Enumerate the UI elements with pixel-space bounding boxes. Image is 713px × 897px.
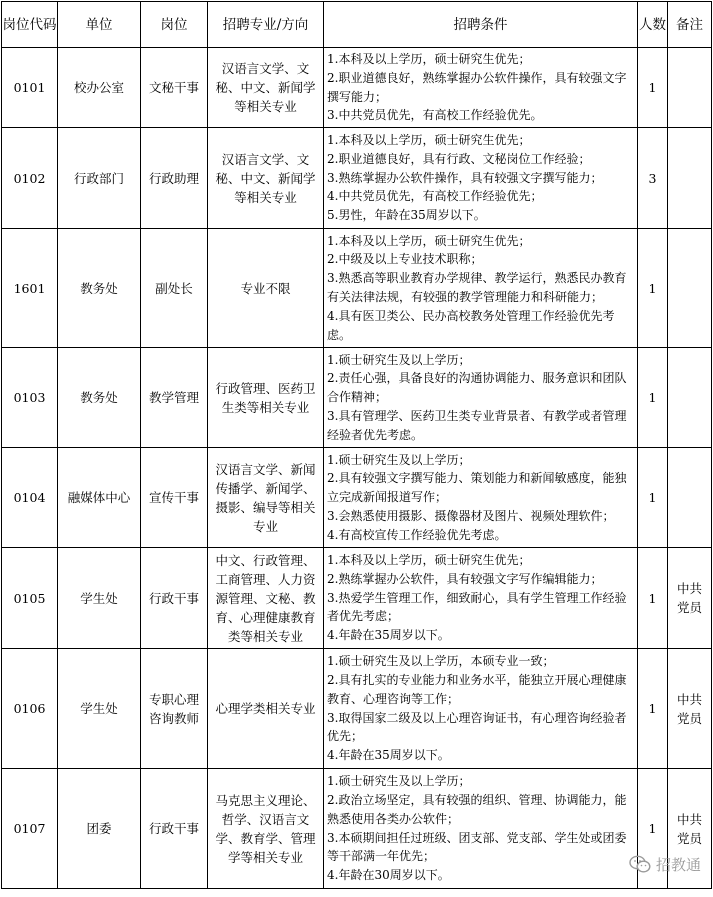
cell-conditions	[324, 48, 638, 128]
header-post: 岗位	[141, 2, 208, 48]
cell-count: 1	[638, 48, 668, 128]
header-code: 岗位代码	[2, 2, 58, 48]
condition-line: 3.熟悉高等职业教育办学规律、教学运行，熟悉民办教育有关法律法规，有较强的教学管理能力和科研能力；	[327, 271, 627, 304]
cell-post: 宣传干事	[141, 448, 208, 548]
cell-note	[668, 448, 712, 548]
cell-conditions	[324, 769, 638, 889]
condition-line: 2.政治立场坚定，具有较强的组织、管理、协调能力，能熟悉使用各类办公软件；	[327, 792, 627, 826]
cell-major: 汉语言文学、新闻传播学、新闻学、摄影、编导等相关专业	[208, 448, 324, 548]
cell-conditions	[324, 128, 638, 229]
cell-post: 副处长	[141, 229, 208, 348]
cell-count: 1	[638, 548, 668, 649]
condition-line: 1.本科及以上学历，硕士研究生优先；	[327, 233, 531, 248]
condition-line: 5.男性，年龄在35周岁以下。	[327, 208, 486, 223]
condition-line: 3.会熟悉使用摄影、摄像器材及图片、视频处理软件；	[327, 508, 615, 523]
cell-note	[668, 229, 712, 348]
table-row	[2, 448, 712, 548]
cell-code: 0104	[2, 448, 58, 548]
table-row	[2, 769, 712, 889]
cell-count: 1	[638, 348, 668, 448]
cell-major: 行政管理、医药卫生类等相关专业	[208, 348, 324, 448]
cell-unit: 团委	[58, 769, 141, 889]
cell-count: 3	[638, 128, 668, 229]
cell-unit: 学生处	[58, 548, 141, 649]
cell-conditions	[324, 448, 638, 548]
cell-post: 行政助理	[141, 128, 208, 229]
condition-line: 2.具有较强文字撰写能力、策划能力和新闻敏感度，能独立完成新闻报道写作；	[327, 471, 627, 505]
cell-unit: 教务处	[58, 229, 141, 348]
cell-unit: 行政部门	[58, 128, 141, 229]
cell-major: 汉语言文学、文秘、中文、新闻学等相关专业	[208, 48, 324, 128]
condition-line: 4.有高校宣传工作经验优先考虑。	[327, 527, 507, 542]
condition-line: 3.热爱学生管理工作，细致耐心，具有学生管理工作经验者优先考虑；	[327, 590, 627, 624]
condition-line: 2.中级及以上专业技术职称；	[327, 252, 483, 267]
cell-post: 行政干事	[141, 548, 208, 649]
watermark-text: 招教通	[655, 856, 701, 874]
condition-line: 3.熟练掌握办公软件操作，具有较强文字撰写能力；	[327, 170, 603, 185]
cell-post: 教学管理	[141, 348, 208, 448]
cell-code: 0103	[2, 348, 58, 448]
condition-line: 4.中共党员优先，有高校工作经验优先；	[327, 189, 543, 204]
cell-note: 中共党员	[668, 649, 712, 769]
cell-count: 1	[638, 769, 668, 889]
cell-code: 0101	[2, 48, 58, 128]
cell-note	[668, 348, 712, 448]
header-note: 备注	[668, 2, 712, 48]
table-row	[2, 229, 712, 348]
cell-note	[668, 48, 712, 128]
cell-code: 0106	[2, 649, 58, 769]
header-row	[2, 2, 712, 48]
cell-conditions	[324, 229, 638, 348]
condition-line: 1.硕士研究生及以上学历；	[327, 352, 471, 367]
cell-code: 0105	[2, 548, 58, 649]
recruitment-table	[1, 1, 712, 889]
cell-unit: 教务处	[58, 348, 141, 448]
condition-line: 3.本硕期间担任过班级、团支部、党支部、学生处或团委等干部满一年优先；	[327, 830, 627, 864]
condition-line: 2.熟练掌握办公软件，具有较强文字写作编辑能力；	[327, 571, 603, 586]
cell-unit: 融媒体中心	[58, 448, 141, 548]
cell-post: 行政干事	[141, 769, 208, 889]
table-row	[2, 348, 712, 448]
table-row	[2, 649, 712, 769]
table-row	[2, 128, 712, 229]
condition-line: 4.年龄在30周岁以下。	[327, 868, 450, 883]
table-row	[2, 48, 712, 128]
table-row	[2, 548, 712, 649]
condition-line: 2.责任心强，具备良好的沟通协调能力、服务意识和团队合作精神；	[327, 371, 627, 405]
cell-unit: 学生处	[58, 649, 141, 769]
wechat-icon	[629, 855, 651, 874]
condition-line: 3.取得国家二级及以上心理咨询证书，有心理咨询经验者优先；	[327, 710, 627, 744]
cell-post: 文秘干事	[141, 48, 208, 128]
header-unit: 单位	[58, 2, 141, 48]
cell-major: 专业不限	[208, 229, 324, 348]
cell-unit: 校办公室	[58, 48, 141, 128]
condition-line: 1.硕士研究生及以上学历，本硕专业一致；	[327, 654, 555, 669]
cell-note	[668, 128, 712, 229]
condition-line: 1.硕士研究生及以上学历；	[327, 774, 471, 789]
cell-note: 中共党员	[668, 769, 712, 889]
cell-note: 中共党员	[668, 548, 712, 649]
header-count: 人数	[638, 2, 668, 48]
cell-major: 汉语言文学、文秘、中文、新闻学等相关专业	[208, 128, 324, 229]
cell-count: 1	[638, 229, 668, 348]
cell-post: 专职心理咨询教师	[141, 649, 208, 769]
condition-line: 1.本科及以上学历，硕士研究生优先；	[327, 133, 531, 147]
cell-conditions	[324, 649, 638, 769]
cell-conditions	[324, 348, 638, 448]
cell-count: 1	[638, 448, 668, 548]
cell-major: 中文、行政管理、工商管理、人力资源管理、文秘、教育、心理健康教育类等相关专业	[208, 548, 324, 649]
header-major: 招聘专业/方向	[208, 2, 324, 48]
condition-line: 3.中共党员优先，有高校工作经验优先。	[327, 108, 543, 123]
condition-line: 4.年龄在35周岁以下。	[327, 748, 450, 763]
cell-code: 1601	[2, 229, 58, 348]
condition-line: 2.职业道德良好，具有行政、文秘岗位工作经验；	[327, 151, 591, 166]
cell-code: 0102	[2, 128, 58, 229]
condition-line: 3.具有管理学、医药卫生类专业背景者、有教学或者管理经验者优先考虑。	[327, 408, 627, 442]
condition-line: 4.具有医卫类公、民办高校教务处管理工作经验优先考虑。	[327, 308, 615, 342]
condition-line: 4.年龄在35周岁以下。	[327, 628, 450, 643]
cell-code: 0107	[2, 769, 58, 889]
header-conditions: 招聘条件	[324, 2, 638, 48]
condition-line: 1.本科及以上学历，硕士研究生优先；	[327, 553, 531, 567]
condition-line: 2.职业道德良好，熟练掌握办公软件操作，具有较强文字撰写能力；	[327, 70, 627, 104]
cell-conditions	[324, 548, 638, 649]
cell-count: 1	[638, 649, 668, 769]
condition-line: 1.本科及以上学历，硕士研究生优先；	[327, 51, 531, 66]
condition-line: 2.具有扎实的专业能力和业务水平，能独立开展心理健康教育、心理咨询等工作；	[327, 672, 627, 706]
watermark	[629, 854, 701, 875]
cell-major: 马克思主义理论、哲学、汉语言文学、教育学、管理学等相关专业	[208, 769, 324, 889]
condition-line: 1.硕士研究生及以上学历；	[327, 452, 471, 467]
cell-major: 心理学类相关专业	[208, 649, 324, 769]
